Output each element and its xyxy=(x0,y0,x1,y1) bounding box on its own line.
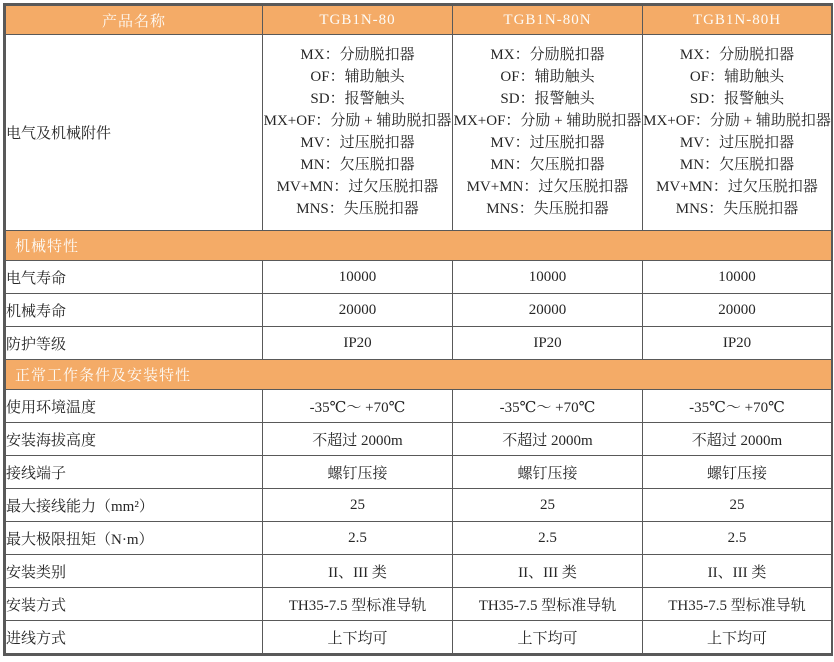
section-header-row xyxy=(6,360,832,390)
spec-row xyxy=(6,489,832,522)
accessories-label: 电气及机械附件 xyxy=(6,35,263,231)
spec-value: -35℃～ +70℃ xyxy=(263,390,453,423)
spec-value: -35℃～ +70℃ xyxy=(643,390,832,423)
spec-row xyxy=(6,456,832,489)
accessory-item: OF：辅助触头 xyxy=(310,69,405,85)
spec-row xyxy=(6,522,832,555)
spec-value: 10000 xyxy=(643,261,832,294)
spec-row xyxy=(6,588,832,621)
accessory-list xyxy=(263,45,452,220)
spec-value: 2.5 xyxy=(453,522,643,555)
section-header-row xyxy=(6,231,832,261)
accessory-item: MV+MN：过欠压脱扣器 xyxy=(276,179,439,195)
spec-label: 进线方式 xyxy=(6,621,263,654)
spec-value: 2.5 xyxy=(643,522,832,555)
spec-value: 20000 xyxy=(643,294,832,327)
accessory-item: OF：辅助触头 xyxy=(689,69,785,85)
spec-value: 上下均可 xyxy=(263,621,453,654)
spec-value: 上下均可 xyxy=(643,621,832,654)
spec-value: 螺钉压接 xyxy=(643,456,832,489)
accessory-item: SD：报警触头 xyxy=(310,91,405,107)
spec-value: 不超过 2000m xyxy=(643,423,832,456)
spec-value: 不超过 2000m xyxy=(263,423,453,456)
accessories-cell xyxy=(453,35,643,231)
spec-table-body xyxy=(6,6,832,654)
product-column-header: TGB1N-80N xyxy=(453,6,643,35)
spec-label: 最大接线能力（mm²） xyxy=(6,489,263,522)
spec-row xyxy=(6,261,832,294)
spec-value: 螺钉压接 xyxy=(453,456,643,489)
accessories-cell xyxy=(263,35,453,231)
spec-label: 最大极限扭矩（N·m） xyxy=(6,522,263,555)
spec-value: 25 xyxy=(263,489,453,522)
spec-row xyxy=(6,390,832,423)
accessory-item: MNS：失压脱扣器 xyxy=(296,201,419,217)
spec-value: 10000 xyxy=(263,261,453,294)
spec-label: 使用环境温度 xyxy=(6,390,263,423)
spec-value: II、III 类 xyxy=(643,555,832,588)
accessory-item: MNS：失压脱扣器 xyxy=(675,201,799,217)
accessory-item: MX：分励脱扣器 xyxy=(300,47,415,63)
spec-label: 安装方式 xyxy=(6,588,263,621)
spec-value: IP20 xyxy=(453,327,643,360)
accessory-item: OF：辅助触头 xyxy=(500,69,595,85)
spec-value: 螺钉压接 xyxy=(263,456,453,489)
accessory-item: MV+MN：过欠压脱扣器 xyxy=(656,179,818,195)
spec-row xyxy=(6,423,832,456)
spec-label: 接线端子 xyxy=(6,456,263,489)
spec-label: 安装类别 xyxy=(6,555,263,588)
spec-value: IP20 xyxy=(643,327,832,360)
accessory-item: MX+OF：分励 + 辅助脱扣器 xyxy=(263,113,452,129)
product-column-header: TGB1N-80 xyxy=(263,6,453,35)
accessory-item: MN：欠压脱扣器 xyxy=(490,157,605,173)
accessory-item: MN：欠压脱扣器 xyxy=(300,157,415,173)
accessory-item: MX：分励脱扣器 xyxy=(490,47,605,63)
accessory-item: MX：分励脱扣器 xyxy=(679,47,795,63)
spec-value: -35℃～ +70℃ xyxy=(453,390,643,423)
spec-value: II、III 类 xyxy=(263,555,453,588)
section-title: 正常工作条件及安装特性 xyxy=(6,360,832,390)
spec-value: 不超过 2000m xyxy=(453,423,643,456)
section-title: 机械特性 xyxy=(6,231,832,261)
spec-value: 20000 xyxy=(263,294,453,327)
product-name-header: 产品名称 xyxy=(6,6,263,35)
spec-label: 安装海拔高度 xyxy=(6,423,263,456)
spec-table-wrap xyxy=(3,3,833,656)
spec-label: 电气寿命 xyxy=(6,261,263,294)
spec-row xyxy=(6,555,832,588)
spec-value: TH35-7.5 型标准导轨 xyxy=(453,588,643,621)
accessory-item: MV：过压脱扣器 xyxy=(490,135,605,151)
accessory-list xyxy=(643,45,831,220)
accessory-item: MNS：失压脱扣器 xyxy=(486,201,609,217)
accessory-item: MV+MN：过欠压脱扣器 xyxy=(466,179,629,195)
spec-value: IP20 xyxy=(263,327,453,360)
accessory-item: MX+OF：分励 + 辅助脱扣器 xyxy=(453,113,642,129)
accessories-cell xyxy=(643,35,832,231)
spec-value: 20000 xyxy=(453,294,643,327)
accessories-row xyxy=(6,35,832,231)
spec-value: TH35-7.5 型标准导轨 xyxy=(263,588,453,621)
spec-label: 机械寿命 xyxy=(6,294,263,327)
spec-value: TH35-7.5 型标准导轨 xyxy=(643,588,832,621)
accessory-list xyxy=(453,45,642,220)
header-row xyxy=(6,6,832,35)
spec-row xyxy=(6,294,832,327)
accessory-item: SD：报警触头 xyxy=(689,91,785,107)
accessory-item: MV：过压脱扣器 xyxy=(300,135,415,151)
spec-label: 防护等级 xyxy=(6,327,263,360)
spec-row xyxy=(6,621,832,654)
product-column-header: TGB1N-80H xyxy=(643,6,832,35)
accessory-item: MN：欠压脱扣器 xyxy=(679,157,795,173)
spec-value: 上下均可 xyxy=(453,621,643,654)
spec-value: 10000 xyxy=(453,261,643,294)
spec-value: 25 xyxy=(643,489,832,522)
spec-value: II、III 类 xyxy=(453,555,643,588)
accessory-item: MV：过压脱扣器 xyxy=(679,135,795,151)
spec-table xyxy=(5,5,832,654)
accessory-item: SD：报警触头 xyxy=(500,91,595,107)
spec-row xyxy=(6,327,832,360)
accessory-item: MX+OF：分励 + 辅助脱扣器 xyxy=(643,113,831,129)
spec-value: 25 xyxy=(453,489,643,522)
spec-value: 2.5 xyxy=(263,522,453,555)
